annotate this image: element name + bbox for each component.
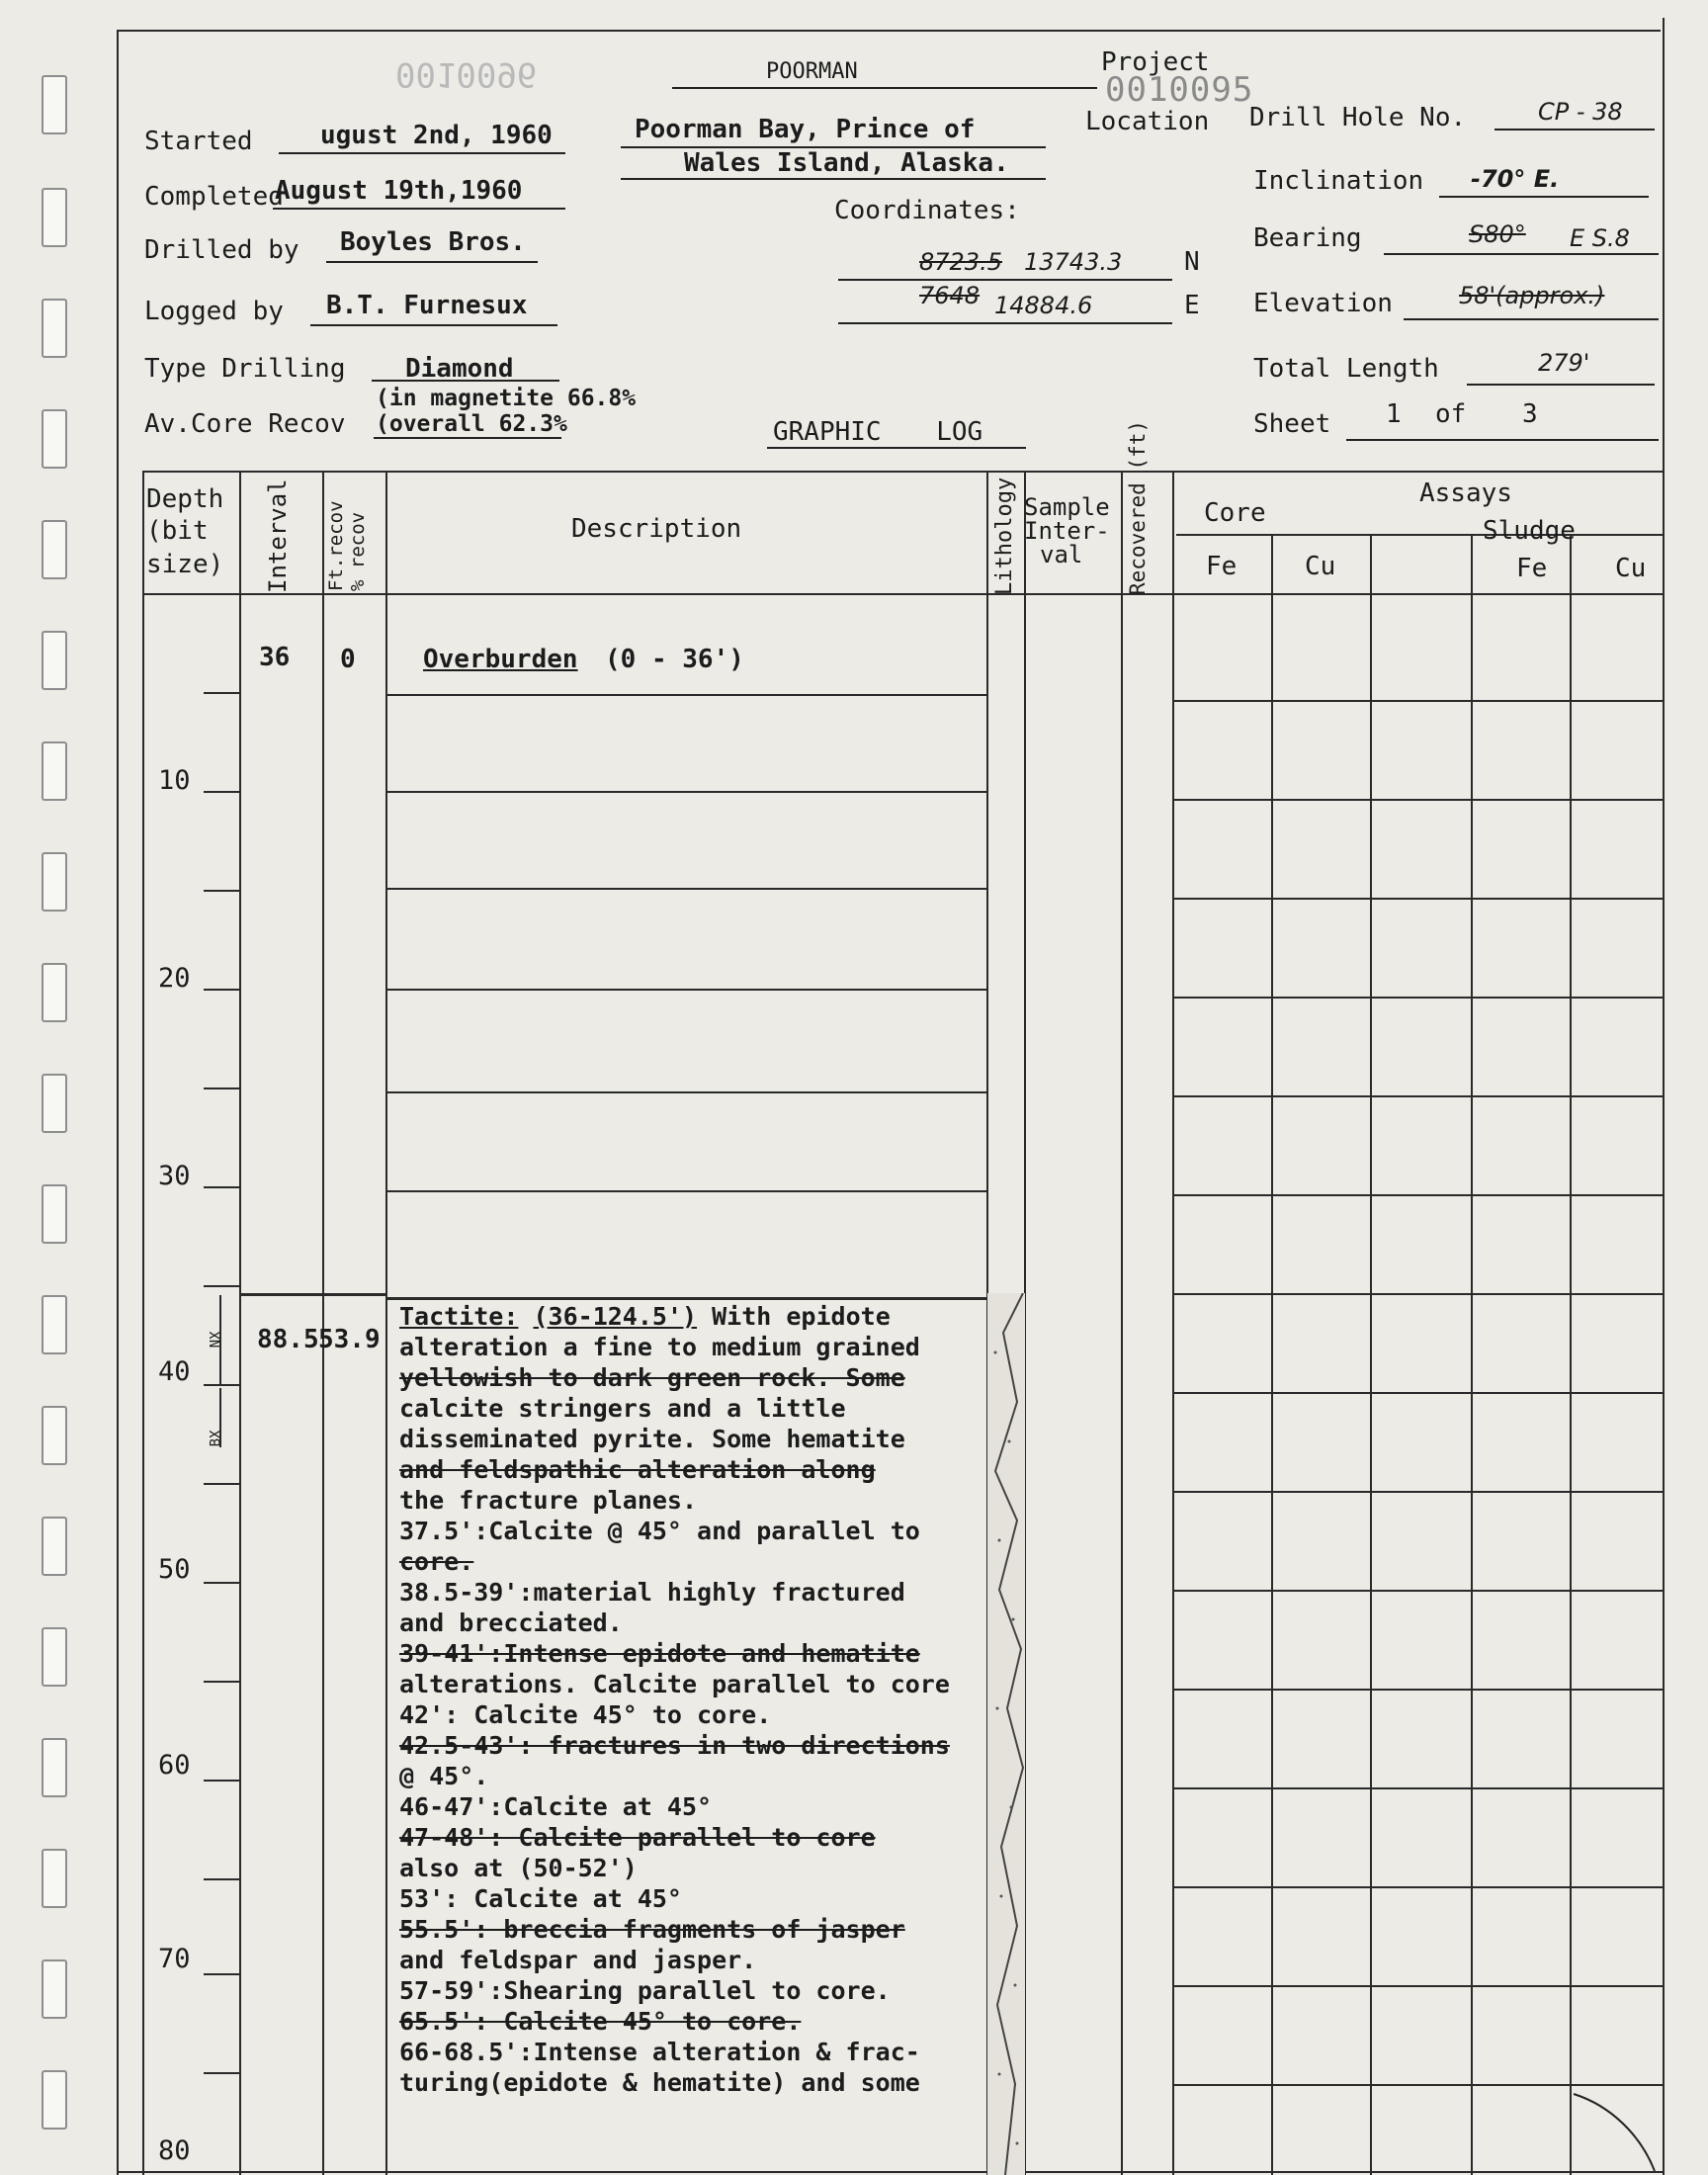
desc-line: turing(epidote & hematite) and some xyxy=(399,2068,920,2097)
col-sludge: Sludge xyxy=(1483,516,1576,546)
col-sludge-fe: Fe xyxy=(1516,554,1548,583)
depth-tick xyxy=(204,1582,239,1584)
col-core: Core xyxy=(1204,498,1266,528)
binder-hole xyxy=(42,741,67,801)
coord-n-suffix: N xyxy=(1184,247,1200,277)
project-label: Project xyxy=(1101,47,1210,77)
right-border xyxy=(1663,18,1665,2175)
desc-line: calcite stringers and a little xyxy=(399,1394,846,1423)
desc-line: 57-59':Shearing parallel to core. xyxy=(399,1976,891,2005)
depth-tick xyxy=(204,1088,239,1089)
desc-line: and feldspathic alteration along xyxy=(399,1455,876,1484)
depth-tick xyxy=(204,1483,239,1485)
col-depth-l2: (bit xyxy=(146,516,209,546)
depth-mark: 10 xyxy=(158,765,191,796)
bearing-value: E S.8 xyxy=(1570,224,1630,252)
depth-mark: 30 xyxy=(158,1161,191,1191)
started-label: Started xyxy=(144,127,253,156)
binder-hole xyxy=(42,631,67,690)
binder-hole xyxy=(42,1184,67,1244)
desc-line: 55.5': breccia fragments of jasper xyxy=(399,1915,905,1944)
depth-tick xyxy=(204,1285,239,1287)
col-core-cu: Cu xyxy=(1305,552,1336,581)
depth-mark: 80 xyxy=(158,2135,191,2166)
desc-line: 37.5':Calcite @ 45° and parallel to xyxy=(399,1517,920,1545)
depth-tick xyxy=(204,2072,239,2074)
depth-tick xyxy=(204,1681,239,1683)
desc-line: and brecciated. xyxy=(399,1609,623,1637)
coordinates-label: Coordinates: xyxy=(834,196,1020,225)
binder-hole xyxy=(42,2070,67,2130)
desc-line: yellowish to dark green rock. Some xyxy=(399,1363,905,1392)
desc-line: 47-48': Calcite parallel to core xyxy=(399,1823,876,1852)
lithology-graphic xyxy=(987,1293,1025,2175)
bearing-label: Bearing xyxy=(1253,223,1362,253)
graphic-log-label: GRAPHIC LOG xyxy=(773,417,983,447)
location-line1: Poorman Bay, Prince of xyxy=(635,115,976,144)
col-sample-l2: Inter- xyxy=(1024,517,1110,545)
col-sample-l1: Sample xyxy=(1024,493,1110,521)
coord-e-struck: 7648 xyxy=(919,282,981,309)
coord-e-suffix: E xyxy=(1184,291,1200,320)
type-drilling-label: Type Drilling xyxy=(144,354,346,384)
location-line2: Wales Island, Alaska. xyxy=(684,148,1009,178)
col-sludge-cu: Cu xyxy=(1615,554,1647,583)
inclination-label: Inclination xyxy=(1253,166,1424,196)
col-recovered: Recovered (ft) xyxy=(1126,419,1150,595)
depth-tick xyxy=(204,1384,239,1386)
depth-tick xyxy=(204,1973,239,1975)
binder-hole xyxy=(42,188,67,247)
started-value: ugust 2nd, 1960 xyxy=(320,121,553,150)
sheet-of: of xyxy=(1435,399,1467,429)
row2-description xyxy=(399,1301,950,2098)
bx-mark: BX xyxy=(208,1430,224,1447)
col-depth-l1: Depth xyxy=(146,484,224,514)
coord-n-struck: 8723.5 xyxy=(919,248,1002,276)
col-interval: Interval xyxy=(264,478,292,593)
completed-value: August 19th,1960 xyxy=(275,176,523,206)
desc-line: 42.5-43': fractures in two directions xyxy=(399,1731,950,1760)
depth-mark: 40 xyxy=(158,1356,191,1387)
type-drilling-value: Diamond xyxy=(405,354,514,384)
bearing-struck: S80° xyxy=(1469,220,1526,248)
desc-line: disseminated pyrite. Some hematite xyxy=(399,1425,905,1453)
row2-recov: 53.9 xyxy=(318,1325,381,1354)
binder-hole xyxy=(42,75,67,134)
depth-tick xyxy=(204,791,239,793)
drilled-by-value: Boyles Bros. xyxy=(340,227,526,257)
desc-line: core. xyxy=(399,1547,474,1576)
desc-line: 65.5': Calcite 45° to core. xyxy=(399,2007,802,2036)
col-sample-l3: val xyxy=(1040,541,1083,568)
col-core-fe: Fe xyxy=(1206,552,1238,581)
depth-mark: 60 xyxy=(158,1750,191,1781)
location-label: Location xyxy=(1085,107,1210,136)
binder-hole xyxy=(42,1959,67,2019)
binder-hole xyxy=(42,1517,67,1576)
elevation-value: 58'(approx.) xyxy=(1459,282,1605,309)
drill-hole-value: CP - 38 xyxy=(1538,98,1623,126)
desc-line: alterations. Calcite parallel to core xyxy=(399,1670,950,1698)
core-recov-line2: (overall 62.3% xyxy=(376,411,567,437)
row2-interval: 88.5 xyxy=(257,1325,319,1354)
desc-line: also at (50-52') xyxy=(399,1854,638,1882)
corner-mark xyxy=(1572,2086,1661,2173)
coord-n-value: 13743.3 xyxy=(1024,248,1123,276)
drill-hole-label: Drill Hole No. xyxy=(1249,103,1467,132)
binder-hole xyxy=(42,852,67,912)
desc-line: With epidote xyxy=(712,1302,891,1331)
binder-hole xyxy=(42,1295,67,1354)
drilled-by-label: Drilled by xyxy=(144,235,299,265)
row1-range: (0 - 36') xyxy=(605,645,744,674)
col-depth-l3: size) xyxy=(146,550,224,579)
left-border xyxy=(117,30,119,2175)
depth-mark: 70 xyxy=(158,1944,191,1974)
desc-line: 38.5-39':material highly fractured xyxy=(399,1578,905,1607)
desc-line: the fracture planes. xyxy=(399,1486,698,1515)
depth-tick xyxy=(204,692,239,694)
top-border xyxy=(119,30,1661,32)
core-recov-line1: (in magnetite 66.8% xyxy=(376,386,637,411)
coord-e-value: 14884.6 xyxy=(994,292,1093,319)
sheet-label: Sheet xyxy=(1253,409,1331,439)
desc-line: 42': Calcite 45° to core. xyxy=(399,1700,772,1729)
desc-line: and feldspar and jasper. xyxy=(399,1946,757,1974)
total-length-value: 279' xyxy=(1538,349,1590,377)
binder-hole xyxy=(42,520,67,579)
binder-hole xyxy=(42,1074,67,1133)
row2-title: Tactite: xyxy=(399,1302,519,1331)
col-lithology: Lithology xyxy=(992,477,1017,595)
depth-mark: 20 xyxy=(158,963,191,994)
total-length-label: Total Length xyxy=(1253,354,1439,384)
binder-hole xyxy=(42,1738,67,1797)
desc-line: 39-41':Intense epidote and hematite xyxy=(399,1639,920,1668)
row2-range: (36-124.5') xyxy=(533,1302,698,1331)
completed-label: Completed xyxy=(144,182,284,212)
depth-tick xyxy=(204,989,239,991)
binder-hole xyxy=(42,963,67,1022)
desc-line: 66-68.5':Intense alteration & frac- xyxy=(399,2038,920,2066)
nx-mark: NX xyxy=(208,1331,224,1348)
binder-hole xyxy=(42,1849,67,1908)
desc-line: 46-47':Calcite at 45° xyxy=(399,1792,713,1821)
depth-mark: 50 xyxy=(158,1554,191,1585)
elevation-label: Elevation xyxy=(1253,289,1393,318)
logged-by-label: Logged by xyxy=(144,297,284,326)
project-value: POORMAN xyxy=(766,59,858,84)
col-description: Description xyxy=(571,514,742,544)
col-assays: Assays xyxy=(1419,478,1512,508)
depth-tick xyxy=(204,890,239,892)
doc-number-mirror: 0010096 xyxy=(395,54,538,94)
row1-recov: 0 xyxy=(340,645,356,674)
core-recov-label: Av.Core Recov xyxy=(144,409,346,439)
desc-line: alteration a fine to medium grained xyxy=(399,1333,920,1361)
binder-hole xyxy=(42,1627,67,1687)
depth-tick xyxy=(204,1780,239,1782)
desc-line: @ 45°. xyxy=(399,1762,489,1790)
row1-interval: 36 xyxy=(259,643,291,672)
row1-title: Overburden xyxy=(423,645,578,674)
sheet-value: 1 xyxy=(1386,399,1402,429)
sheet-total: 3 xyxy=(1522,399,1538,429)
inclination-value: -70° E. xyxy=(1471,165,1560,193)
binder-hole xyxy=(42,409,67,469)
logged-by-value: B.T. Furnesux xyxy=(326,291,528,320)
binder-hole xyxy=(42,1406,67,1465)
depth-tick xyxy=(204,1186,239,1188)
doc-number: 0010095 xyxy=(1105,70,1254,110)
binder-hole xyxy=(42,299,67,358)
depth-tick xyxy=(204,1878,239,1880)
col-pct-recov: % recov xyxy=(347,511,369,591)
desc-line: 53': Calcite at 45° xyxy=(399,1884,682,1913)
col-ft-recov: Ft.recov xyxy=(325,500,347,591)
